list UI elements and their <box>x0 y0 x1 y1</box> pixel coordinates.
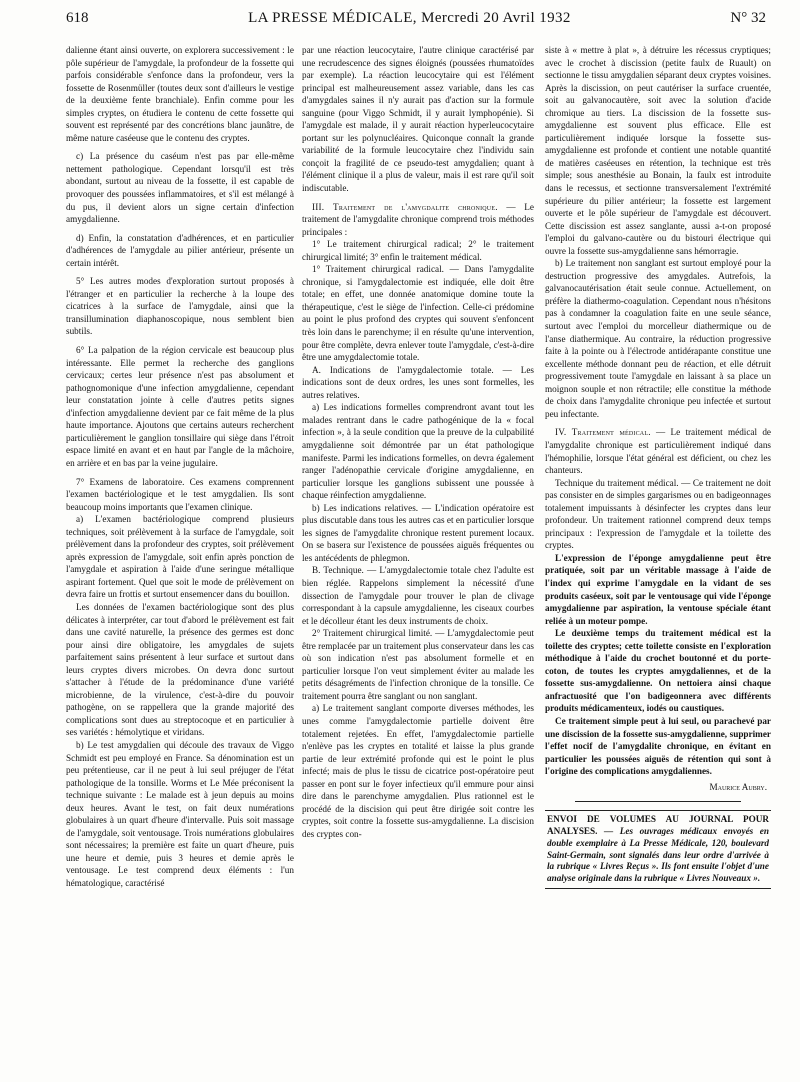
paragraph: 1° Traitement chirurgical radical. — Dans l'amygdalite chronique, si l'amygdalectomie est indiquée, elle doit être totale; en effet, une donnée anatomique domine toute la thérapeutique, c'est le siège de l'infection. Celle-ci prédomine au point le plus profond des cryptes qui souvent s'enfoncent très loin dans le parenchyme; il en résulte qu'une intervention, pour être complète, devra enlever toute l'amygdale, c'est-à-dire être une amygdalectomie totale. <box>302 264 534 363</box>
page-number: 618 <box>66 10 89 26</box>
paragraph: Technique du traitement médical. — Ce traitement ne doit pas consister en de simples gargarismes ou en badigeonnages totalement impuissants à désinfecter les cryptes dans leur profondeur. Un traitement rationnel comprend deux temps principaux : l'expression de l'amygdale et la toilette des cryptes. <box>545 477 771 551</box>
separator-rule <box>575 801 741 802</box>
section-text: — Le traitement de l'amygdalite chronique comprend trois méthodes principales : <box>302 201 534 237</box>
section-heading-paragraph <box>302 201 534 239</box>
paragraph: 6° La palpation de la région cervicale est beaucoup plus intéressante. Elle permet la recherche des ganglions cervicaux; certes leur présence n'est pas absolument et pathognomonique d'une infection amygdalienne, cependant leur constatation jointe à celle d'autres petits signes d'infection amygdalienne devient par ce fait même de la plus haute importance. Ajoutons que certains auteurs recherchent particulièrement le ganglion tonsillaire qui siège dans l'étroit espace limité en avant et en haut par l'angle de la mâchoire, en arrière et en bas par la veine jugulaire. <box>66 345 294 468</box>
notice-text: — Les ouvrages médicaux envoyés en double exemplaire à La Presse Médicale, 120, boulevard Saint-Germain, sont signalés dans leur ordre d'arrivée à la rubrique « Livres Reçus ». Ils font ensuite l'objet d'une analyse originale dans la rubrique « Livres Nouveaux ». <box>547 826 769 884</box>
page-header <box>66 10 766 36</box>
journal-title: LA PRESSE MÉDICALE, Mercredi 20 Avril 1932 <box>248 10 571 26</box>
paragraph: par une réaction leucocytaire, l'autre clinique caractérisé par une recrudescence des signes éloignés (poussées rhumatoïdes par exemple). La réaction leucocytaire qui est l'élément principal est malheureusement assez variable, dans les cas d'amygdales saines il n'y aurait pas d'action sur la formule sanguine (pour Viggo Schmidt, il y aurait lymphopénie). Si l'amygdale est malade, il y aurait réaction hyperleucocytaire portant sur les polynucléaires. Quiconque connaît la grande variabilité de la formule leucocytaire chez l'individu sain conçoit la fragilité de ce pseudo-test amygdalien; quant à l'élément clinique il a plus de valeur, mais il est rare qu'il soit indiscutable. <box>302 45 534 194</box>
paragraph: 5° Les autres modes d'exploration surtout proposés à l'étranger et en particulier la recherche à la loupe des cicatrices à la surface de l'amygdale, ainsi que la transillumination diaphanoscopique, nous semblent bien subtils. <box>66 276 294 337</box>
paragraph: Le deuxième temps du traitement médical est la toilette des cryptes; cette toilette consiste en l'exploration méthodique à l'aide du crochet boutonné et du porte-coton, de toutes les cryptes amygdaliennes, et de la fossette sus-amygdalienne. On nettoiera ainsi chaque anfractuosité que l'on badigeonnera avec différents produits médicamenteux, iodés ou caustiques. <box>545 628 771 714</box>
paragraph: a) Les indications formelles comprendront avant tout les malades rentrant dans le cadre pathogénique de la « focal infection », à la seule condition que la preuve de la culpabilité amygdalienne soit démontrée par un état pathologique manifeste. Parmi les indications formelles, on devra également ranger l'adénopathie cervicale d'origine amygdalienne, en particulier lorsque les ganglions subissent une poussée à chaque réinfection amygdalienne. <box>302 402 534 501</box>
paragraph: Les données de l'examen bactériologique sont des plus délicates à interpréter, car tout d'abord le prélèvement est fait dans une cavité naturelle, la présence des germes est donc pour ainsi dire obligatoire, les amygdales de sujets parfaitement sains présentent à leur surface et surtout dans leurs cryptes divers microbes. On devra donc surtout s'attacher à l'étude de la prédominance d'une variété microbienne, de la virulence, c'est-à-dire du pouvoir pathogène, on se rappellera que la grande majorité des complications sont dues au streptocoque et en particulier à ses variétés : hémolytique et viridans. <box>66 601 294 738</box>
paragraph: c) La présence du caséum n'est pas par elle-même nettement pathologique. Cependant lorsqu'il est très abondant, surtout au niveau de la fossette, il est capable de provoquer des poussées inflammatoires, et s'il est mélangé à du pus, il devient alors un signe certain d'infection amygdalienne. <box>66 151 294 225</box>
section-text: — Le traitement médical de l'amygdalite chronique est particulièrement indiqué dans l'hémophilie, lorsque l'état général est déficient, ou chez les chanteurs. <box>545 427 771 476</box>
paragraph: a) Le traitement sanglant comporte diverses méthodes, les unes comme l'amygdalectomie partielle doivent être totalement rejetées. En effet, l'amygdalectomie partielle n'enlève pas les cryptes en totalité et laisse la plus grande partie de leur extrémité profonde qui est le point le plus infecté; mais de plus le tissu de cicatrice post-opératoire peut passer en pont sur le foyer infectieux qu'il emmure pour ainsi dire dans le parenchyme amygdalien. Plus rationnel est le procédé de la discision qui peut être dirigée soit contre les cryptes, soit contre la fossette sus-amygdalienne. La discision des cryptes con- <box>302 703 534 839</box>
paragraph: dalienne étant ainsi ouverte, on explorera successivement : le pôle supérieur de l'amygdale, la profondeur de la fossette qui parfois considérable s'enfonce dans la profondeur, vers la fossette de Rosenmüller (toutes deux sont d'ailleurs le vestige de la deuxième fente branchiale). Enfin comme pour les simples cryptes, on étudiera le contenu de cette fossette qui souvent est représenté par des concrétions blanc jaunâtre, de même nature caséeuse que le contenu des cryptes. <box>66 45 294 143</box>
section-heading-paragraph <box>545 426 771 476</box>
paragraph: siste à « mettre à plat », à détruire les récessus cryptiques; avec le crochet à discission (petite faulx de Ruault) on sectionne le tissu amygdalien séparant deux cryptes voisines. Après la discission, on peut cautériser la surface cruentée, soit au galvanocautère, soit avec la solution d'acide chromique au tiers. La discission de la fossette sus-amygdalienne est souvent plus efficace. Elle est particulièrement indiquée lorsque la fossette sus-amygdalienne est profonde et contient une notable quantité de matières caséeuses en rétention, la technique est très simple; sous anesthésie au Bonain, la faulx est introduite dans le recessus, et sectionne transversalement l'extrémité supérieure du pilier antérieur; la fossette est largement ouverte et le pôle supérieur de l'amygdale est découvert. Cette discission est assez sanglante, aussi a-t-on proposé l'emploi du galvano-cautère ou du bistouri électrique qui ouvre la fossette sus-amygdalienne sans hémorragie. <box>545 45 771 256</box>
paragraph: b) Les indications relatives. — L'indication opératoire est plus discutable dans tous les autres cas et en particulier lorsque les signes de l'amygdalite chronique restent purement locaux. On se basera sur l'existence de poussées aiguës fréquentes ou les antécédents de phlegmon. <box>302 502 534 563</box>
paragraph: b) Le test amygdalien qui découle des travaux de Viggo Schmidt est peu employé en France. Sa dénomination est un peu prétentieuse, car il ne peut à lui seul préjuger de l'état pathologique de la tonsille. Worms et Le Mée préconisent la technique suivante : Le malade est à jeun depuis au moins deux heures. Avant le test, on fait deux numérations globulaires à un quart d'heure d'intervalle. Puis soit massage de l'amygdale, soit ventousage. Trois numérations globulaires sont nécessaires; la première est faite un quart d'heure, puis une heure et demie, puis 3 heures et demie après le ventousage. Le test comprend deux éléments : l'un hématologique, caractérisé <box>66 739 294 888</box>
paragraph: 2° Traitement chirurgical limité. — L'amygdalectomie peut être remplacée par un traitement plus conservateur dans les cas où son indication n'est pas absolument formelle et en particulier lorsque l'on veut simplement éviter au malade les petits désagréments de l'infection chronique de la tonsille. Ce traitement pourra être sanglant ou non sanglant. <box>302 628 534 701</box>
paragraph: a) L'examen bactériologique comprend plusieurs techniques, soit prélèvement à la surface de l'amygdale, soit prélèvement dans la profondeur des cryptes, soit prélèvement après expression de l'amygdale, soit enfin après ponction de l'amygdale et aspiration à l'aide d'une seringue métallique aspirant fortement. Quel que soit le mode de prélèvement on devra faire un frottis et surtout ensemencer dans du bouillon. <box>66 514 294 600</box>
paragraph: L'expression de l'éponge amygdalienne peut être pratiquée, soit par un véritable massage à l'aide de l'index qui exprime l'amygdale en la vidant de ses produits caséeux, soit par le ventousage qui vide l'éponge amygdalienne par aspiration, la ventouse spéciale étant reliée à un moteur pompe. <box>545 552 771 626</box>
paragraph: d) Enfin, la constatation d'adhérences, et en particulier d'adhérences de l'amygdale au pilier antérieur, présente un certain intérêt. <box>66 232 294 268</box>
paragraph: A. Indications de l'amygdalectomie totale. — Les indications sont de deux ordres, les unes sont formelles, les autres relatives. <box>302 364 534 400</box>
paragraph: b) Le traitement non sanglant est surtout employé pour la destruction progressive des amygdales. Autrefois, la galvanocautérisation était seule connue. Actuellement, on préfère la diathermo-coagulation. Cependant nous n'hésitons pas à condamner la coagulation faite en une seule séance, surtout avec l'emploi du morcelleur diathermique ou de l'anse diathermique. Au contraire, la réduction progressive faite à la pointe ou à l'électrode antidérapante constitue une excellente méthode donnant peu de réaction, et elle détruit progressivement toute l'amygdale en laissant à sa place un moignon souple et non rétractile; elle constitue la méthode de choix dans l'amygdalite chronique peu infectée et surtout peu infectante. <box>545 258 771 419</box>
paragraph: 1° Le traitement chirurgical radical; 2° le traitement chirurgical limité; 3° enfin le traitement médical. <box>302 239 534 262</box>
issue-number: N° 32 <box>730 10 766 26</box>
notice-title: ENVOI DE VOLUMES AU JOURNAL POUR ANALYSES. <box>547 814 769 837</box>
paragraph: B. Technique. — L'amygdalectomie totale chez l'adulte est bien réglée. Rappelons simplement la nécessité d'une dissection de l'amygdale pour trouver le plan de clivage correspondant à la capsule amygdalienne, les ciseaux courbes et le décolleur étant les deux instruments de choix. <box>302 565 534 626</box>
notice-box <box>545 810 771 889</box>
text-column-1 <box>66 44 294 1076</box>
text-column-3 <box>545 44 771 1076</box>
paragraph: 7° Examens de laboratoire. Ces examens comprennent l'examen bactériologique et le test amygdalien. Ils sont beaucoup moins importants que l'examen clinique. <box>66 476 294 512</box>
author-signature: Maurice Aubry. <box>709 781 767 792</box>
section-heading: III. Traitement de l'amygdalite chronique. <box>312 201 498 212</box>
section-heading: IV. Traitement médical. <box>555 427 651 438</box>
text-column-2 <box>302 44 534 1076</box>
paragraph: Ce traitement simple peut à lui seul, ou parachevé par une discission de la fossette sus-amygdalienne, supprimer l'effet nocif de l'amygdalite chronique, en évitant en particulier les poussées aiguës de rétention qui sont à l'origine des complications amygdaliennes. <box>545 715 771 777</box>
